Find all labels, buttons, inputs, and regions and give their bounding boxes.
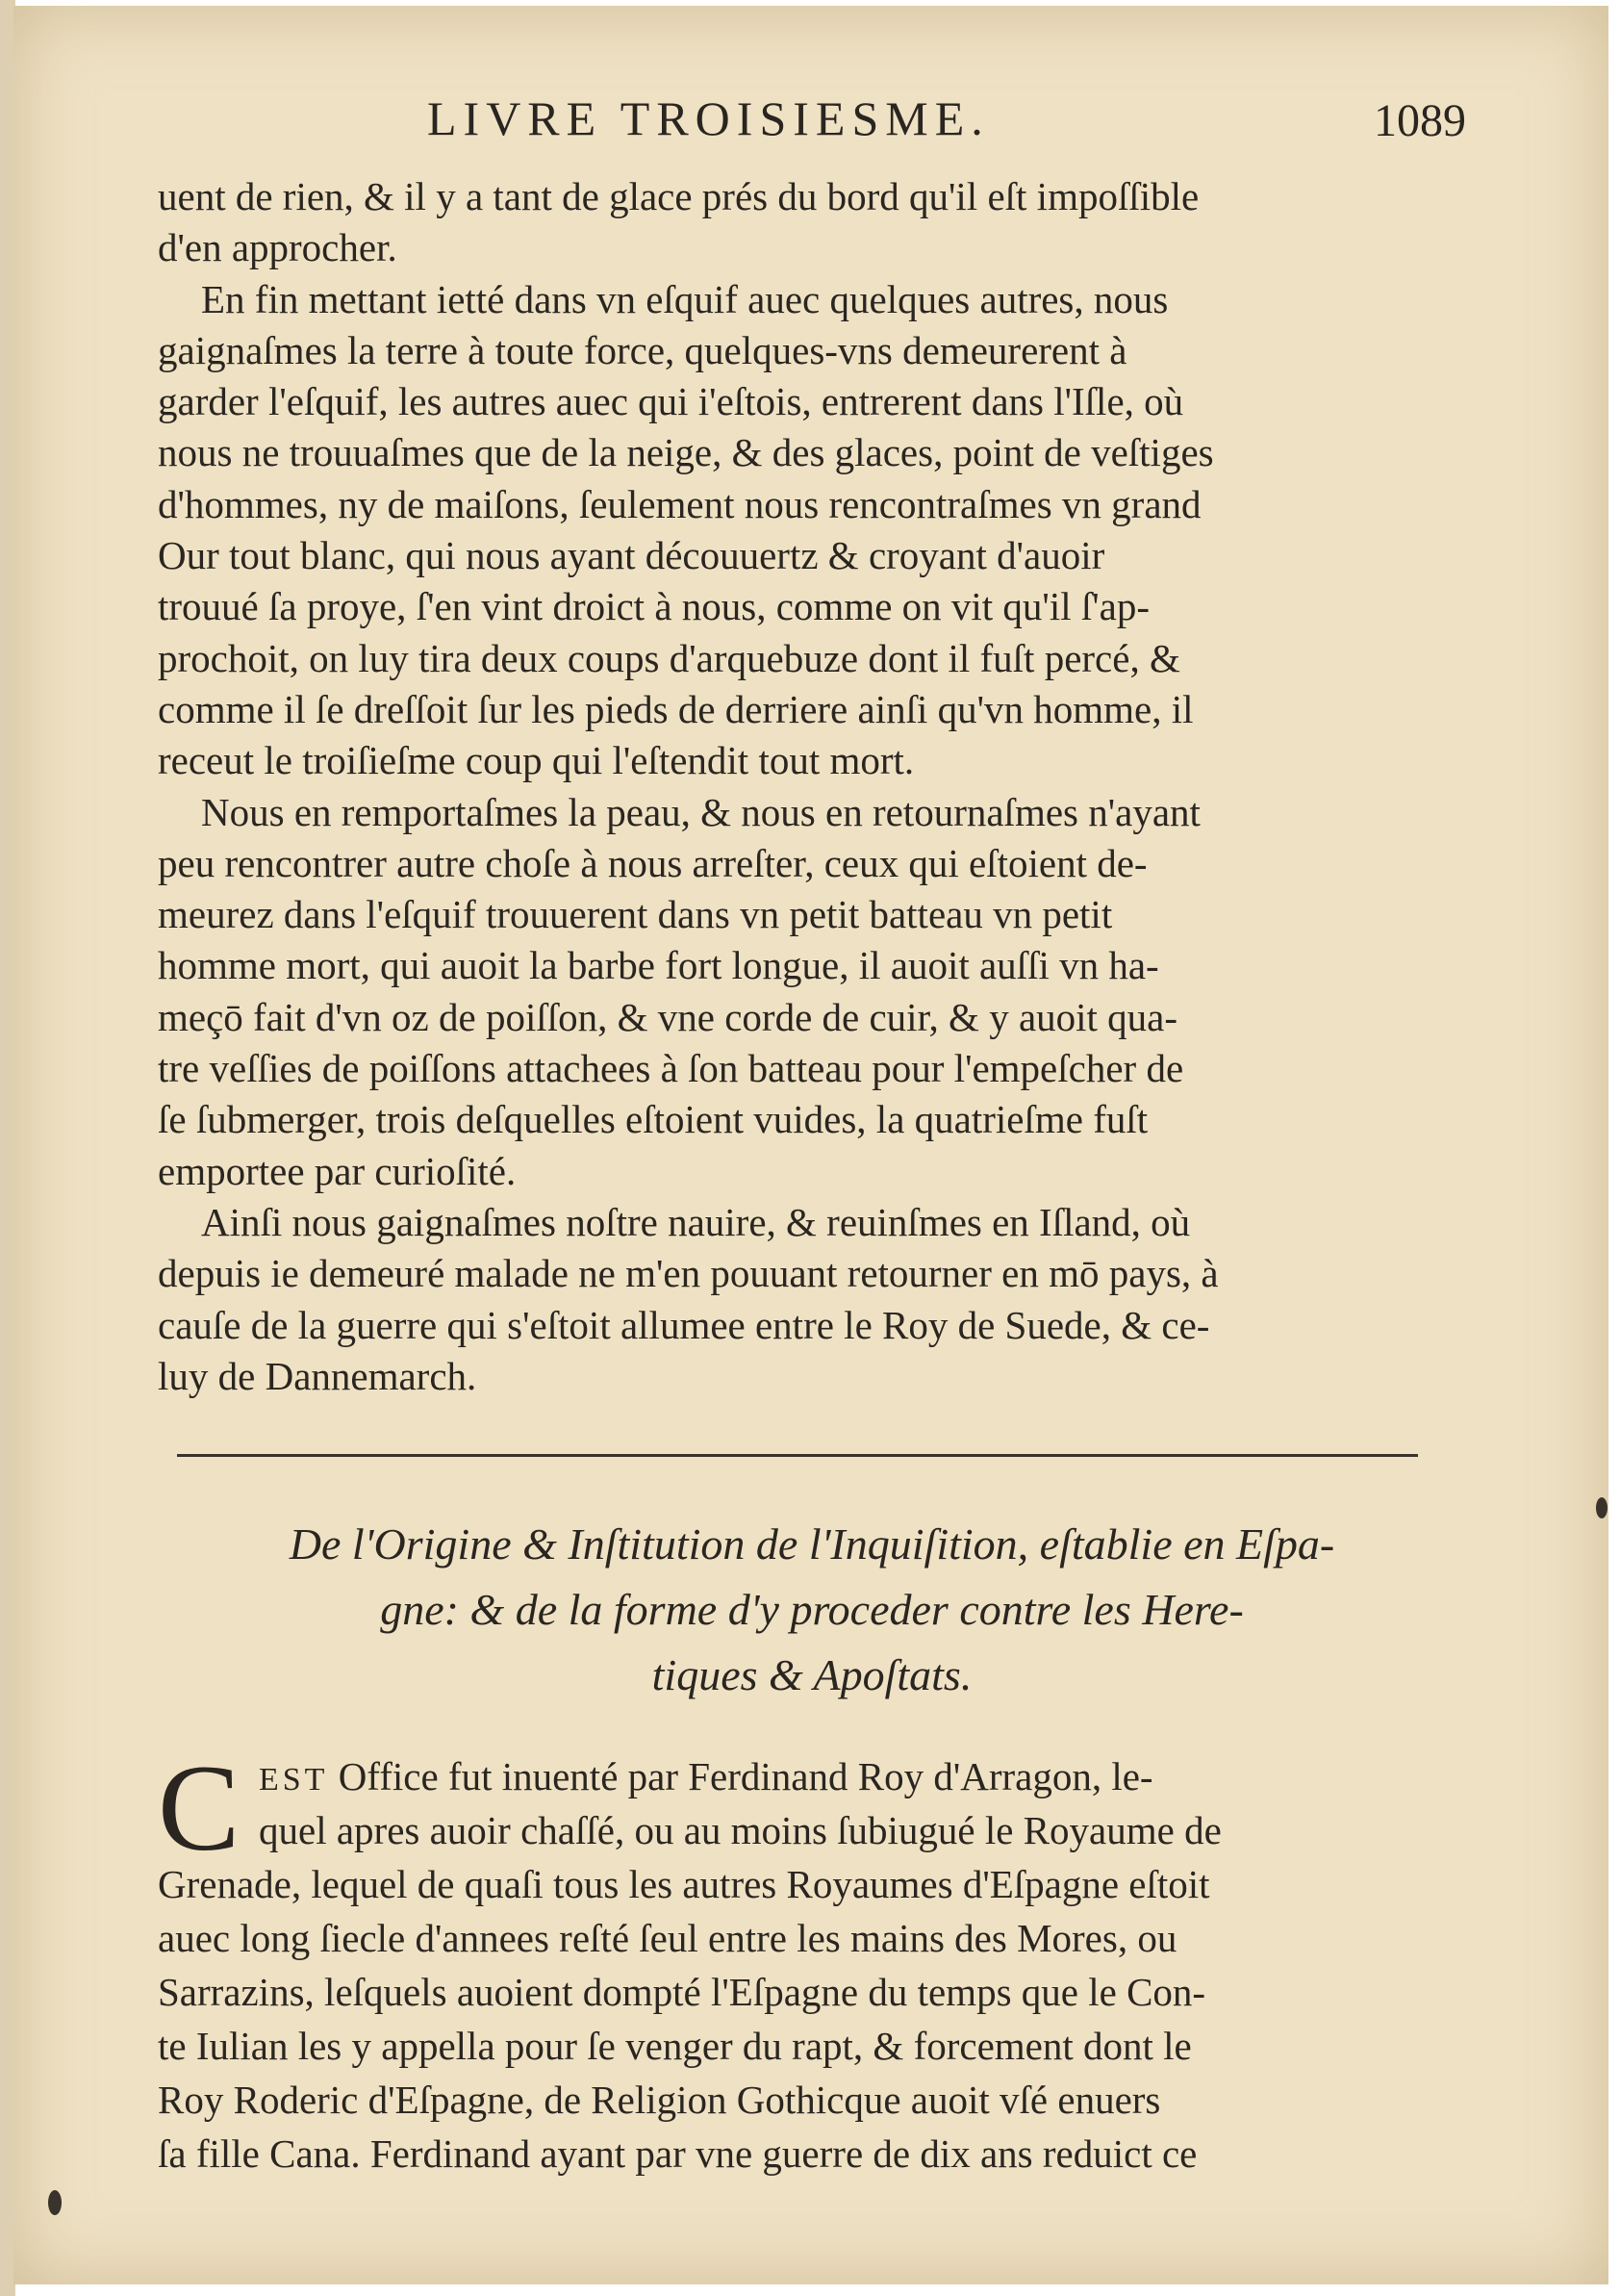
text-line: comme il ſe dreſſoit ſur les pieds de derriere ainſi qu'vn homme, il	[158, 686, 1194, 731]
text-line: trouué ſa proye, ſ'en vint droict à nous, comme on vit qu'il ſ'ap-	[158, 584, 1150, 629]
text-line: nous ne trouuaſmes que de la neige, & des glaces, point de veſtiges	[158, 430, 1214, 475]
text-line: meurez dans l'eſquif trouuerent dans vn petit batteau vn petit	[158, 892, 1113, 937]
text-line: d'en approcher.	[158, 225, 397, 270]
running-title: LIVRE TROISIESME.	[427, 91, 990, 145]
text-line: Ainſi nous gaignaſmes noſtre nauire, & reuinſmes en Iſland, où	[201, 1199, 1191, 1244]
text-line: uent de rien, & il y a tant de glace prés du bord qu'il eſt impoſſible	[158, 174, 1200, 218]
text-line: auec long ſiecle d'annees reſté ſeul entre les mains des Mores, ou	[158, 1916, 1177, 1960]
text-line: te Iulian les y appella pour ſe venger du rapt, & forcement dont le	[158, 2024, 1192, 2068]
page-header	[13, 90, 1608, 148]
text-line: Our tout blanc, qui nous ayant découuertz & croyant d'auoir	[158, 533, 1105, 578]
chapter-text	[158, 1740, 1437, 2181]
text-line: gaignaſmes la terre à toute force, quelques-vns demeurerent à	[158, 327, 1127, 372]
drop-cap: C	[158, 1740, 240, 1876]
ink-spot	[48, 2190, 62, 2215]
text-line: ſa fille Cana. Ferdinand ayant par vne guerre de dix ans reduict ce	[158, 2131, 1198, 2176]
text-line: meçō fait d'vn oz de poiſſon, & vne corde de cuir, & y auoit qua-	[158, 994, 1178, 1039]
text-line: peu rencontrer autre choſe à nous arreſter, ceux qui eſtoient de-	[158, 840, 1148, 885]
text-line: garder l'eſquif, les autres auec qui i'eſtois, entrerent dans l'Iſle, où	[158, 379, 1184, 424]
first-word: EST	[259, 1762, 329, 1798]
section-divider	[177, 1454, 1418, 1457]
text-line: Nous en remportaſmes la peau, & nous en retournaſmes n'ayant	[201, 789, 1201, 834]
heading-line: tiques & Apoſtats.	[651, 1650, 973, 1699]
heading-line: gne: & de la forme d'y proceder contre les Here-	[380, 1585, 1244, 1634]
text-line: En fin mettant ietté dans vn eſquif auec quelques autres, nous	[201, 276, 1169, 321]
text-line: Roy Roderic d'Eſpagne, de Religion Gothicque auoit vſé enuers	[158, 2078, 1161, 2122]
text-line: emportee par curioſité.	[158, 1148, 517, 1193]
first-line-rest: Office fut inuenté par Ferdinand Roy d'Arragon, le-	[338, 1754, 1153, 1799]
text-line: Grenade, lequel de quaſi tous les autres Royaumes d'Eſpagne eſtoit	[158, 1862, 1210, 1906]
text-line: receut le troiſieſme coup qui l'eſtendit tout mort.	[158, 738, 915, 783]
narrative-text	[158, 171, 1437, 1402]
section-heading	[167, 1512, 1456, 1708]
text-line: tre veſſies de poiſſons attachees à ſon batteau pour l'empeſcher de	[158, 1046, 1184, 1091]
text-line: depuis ie demeuré malade ne m'en pouuant retourner en mō pays, à	[158, 1251, 1219, 1296]
text-line	[158, 1749, 1437, 1803]
text-line: homme mort, qui auoit la barbe fort longue, il auoit auſſi vn ha-	[158, 943, 1159, 988]
text-line: quel apres auoir chaſſé, ou au moins ſubiugué le Royaume de	[259, 1808, 1222, 1852]
text-line: Sarrazins, leſquels auoient dompté l'Eſpagne du temps que le Con-	[158, 1970, 1206, 2014]
page-number: 1089	[1374, 95, 1466, 146]
text-line: luy de Dannemarch.	[158, 1353, 477, 1398]
text-line: d'hommes, ny de maiſons, ſeulement nous rencontraſmes vn grand	[158, 481, 1202, 526]
text-line: prochoit, on luy tira deux coups d'arquebuze dont il fuſt percé, &	[158, 635, 1180, 680]
heading-line: De l'Origine & Inſtitution de l'Inquiſition, eſtablie en Eſpa-	[289, 1519, 1335, 1569]
book-page	[13, 6, 1608, 2284]
ink-spot	[1596, 1497, 1607, 1518]
text-line: cauſe de la guerre qui s'eſtoit allumee entre le Roy de Suede, & ce-	[158, 1302, 1210, 1347]
text-line: ſe ſubmerger, trois deſquelles eſtoient vuides, la quatrieſme fuſt	[158, 1097, 1149, 1142]
